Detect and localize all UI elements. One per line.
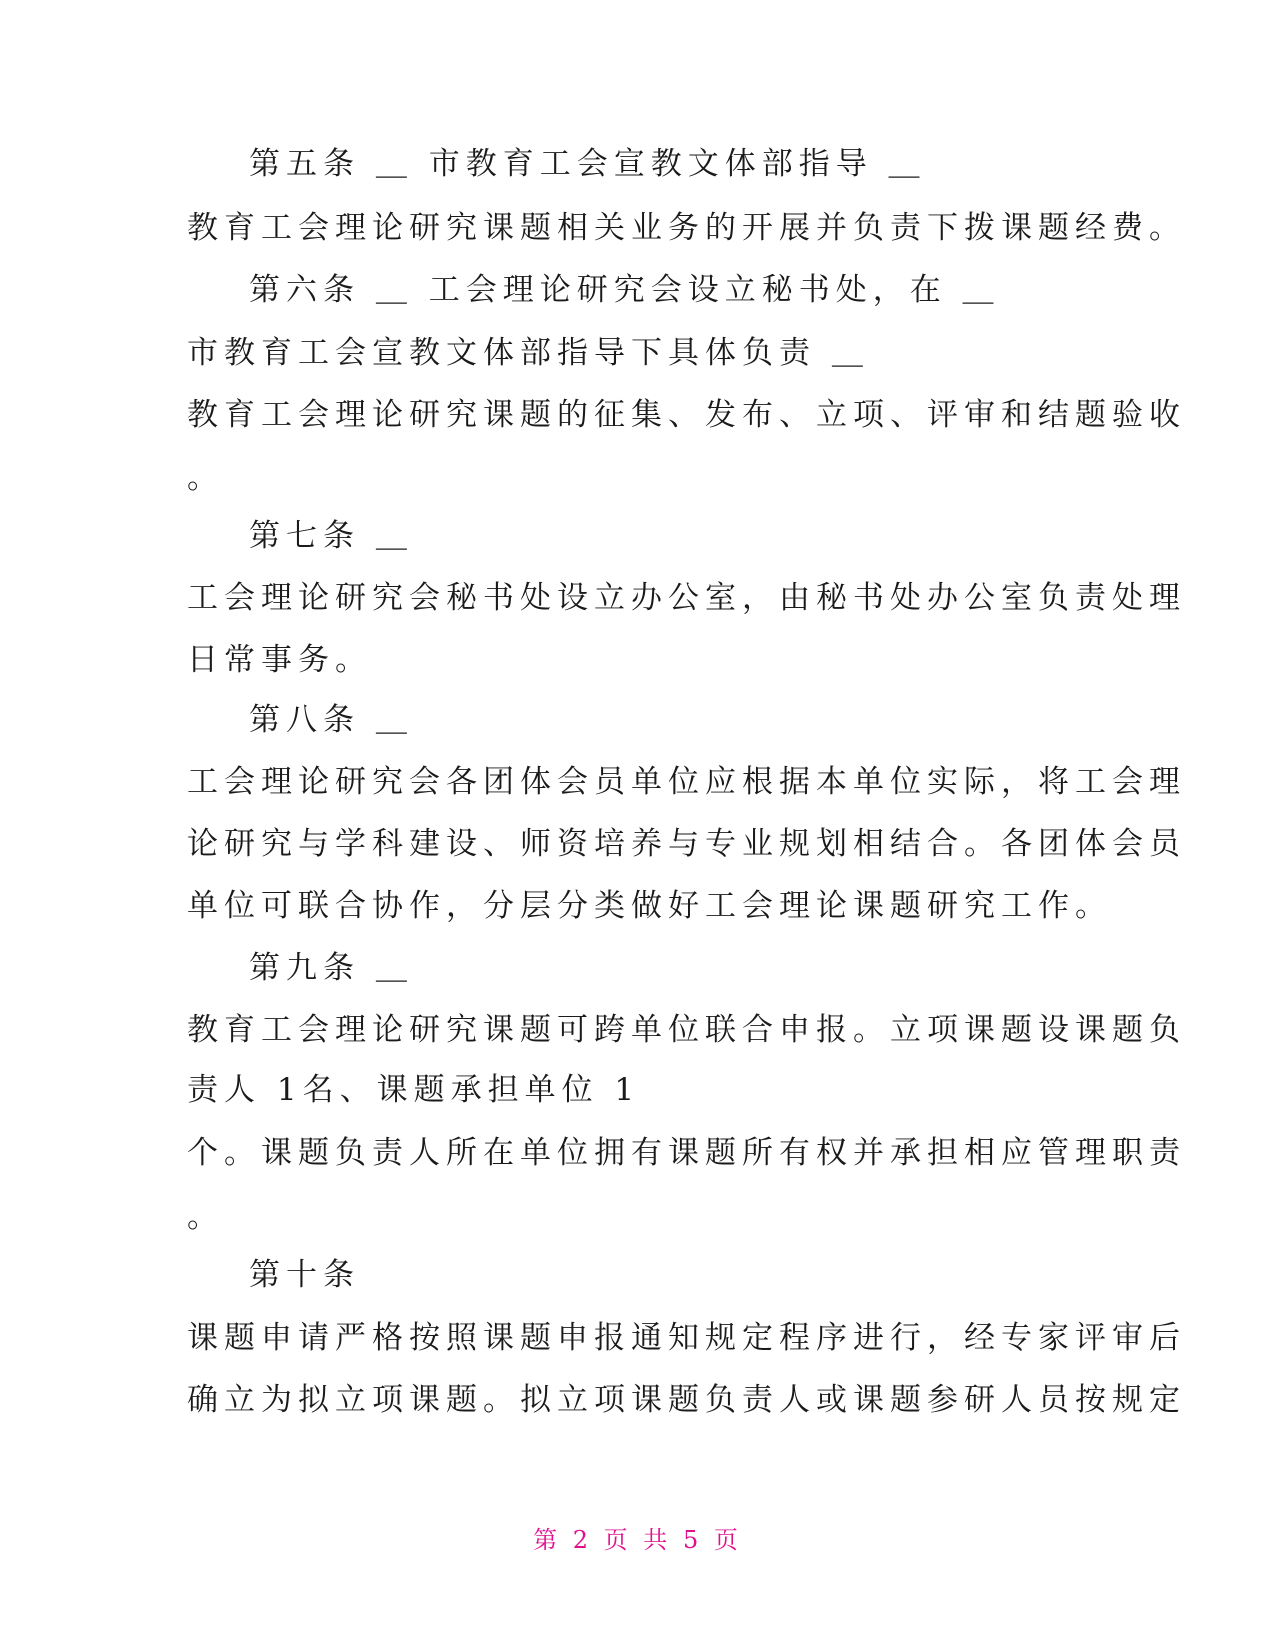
article-5-body: 教育工会理论研究课题相关业务的开展并负责下拨课题经费。: [187, 210, 1186, 246]
article-9-body-line-1: 教育工会理论研究课题可跨单位联合申报。立项课题设课题负: [187, 1012, 1186, 1048]
article-9-body-line-2: 责人 1名、课题承担单位 1: [187, 1072, 641, 1108]
article-8-body-line-2: 论研究与学科建设、师资培养与专业规划相结合。各团体会员: [187, 826, 1186, 862]
article-8-body-line-3: 单位可联合协作，分层分类做好工会理论课题研究工作。: [187, 888, 1112, 924]
article-7-body-line-2: 日常事务。: [187, 642, 372, 678]
article-8-body-line-1: 工会理论研究会各团体会员单位应根据本单位实际，将工会理: [187, 764, 1186, 800]
article-6-body-line-3: 。: [187, 460, 224, 496]
article-6-body-line-2: 教育工会理论研究课题的征集、发布、立项、评审和结题验收: [187, 397, 1186, 433]
page-number-footer: 第 2 页 共 5 页: [533, 1526, 742, 1554]
article-8-heading: 第八条 ＿: [249, 702, 413, 738]
article-9-body-line-3: 个。课题负责人所在单位拥有课题所有权并承担相应管理职责: [187, 1135, 1186, 1171]
article-7-heading: 第七条 ＿: [249, 518, 413, 554]
article-7-body-line-1: 工会理论研究会秘书处设立办公室，由秘书处办公室负责处理: [187, 580, 1186, 616]
article-10-body-line-2: 确立为拟立项课题。拟立项课题负责人或课题参研人员按规定: [187, 1382, 1186, 1418]
article-10-heading: 第十条: [249, 1257, 360, 1293]
article-9-heading: 第九条 ＿: [249, 950, 413, 986]
article-6-body-line-1: 市教育工会宣教文体部指导下具体负责 ＿: [187, 335, 869, 371]
article-6-heading: 第六条 ＿ 工会理论研究会设立秘书处，在 ＿: [249, 272, 1000, 308]
article-10-body-line-1: 课题申请严格按照课题申报通知规定程序进行，经专家评审后: [187, 1320, 1186, 1356]
article-5-heading: 第五条 ＿ 市教育工会宣教文体部指导 ＿: [249, 146, 926, 182]
article-9-body-line-4: 。: [187, 1199, 224, 1235]
